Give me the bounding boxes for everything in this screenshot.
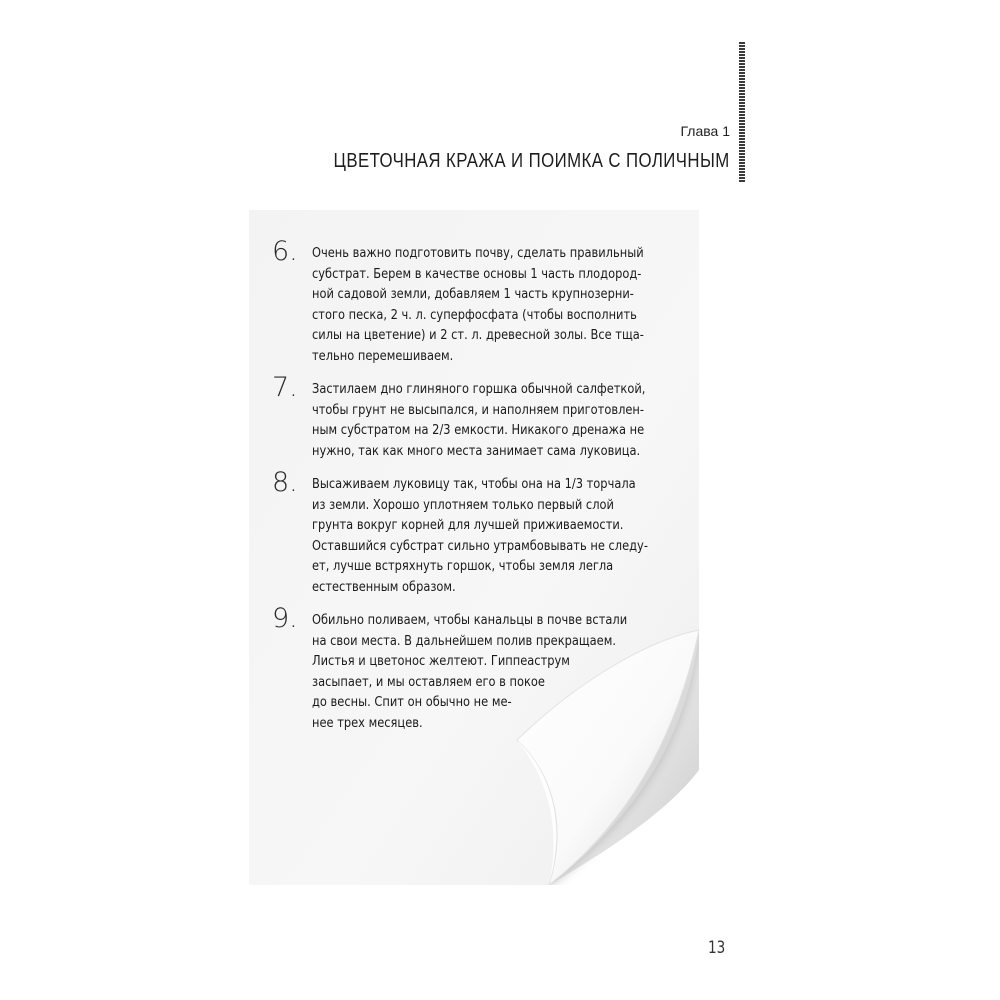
item-line: Листья и цветонос желтеют. Гиппеаструм (312, 654, 570, 669)
item-line: Очень важно подготовить почву, сделать правильный (312, 246, 644, 261)
item-line: чтобы грунт не высыпался, и наполняем приготовлен- (312, 402, 645, 418)
item-line: ет, лучше встряхнуть горшок, чтобы земля легла (312, 559, 614, 574)
item-line: Застилаем дно глиняного горшка обычной салфеткой, (312, 382, 646, 397)
item-line: ным субстратом на 2/3 емкости. Никакого дренажа не (312, 423, 645, 438)
item-line: естественным образом. (312, 579, 456, 595)
item-line: Оставшийся субстрат сильно утрамбовывать не следу- (312, 538, 648, 554)
list-item (272, 372, 692, 462)
item-line: Высаживаем луковицу так, чтобы она на 1/3 торчала (312, 477, 636, 492)
item-line: на свои места. В дальнейшем полив прекращаем. (312, 633, 616, 649)
page-number: 13 (708, 938, 726, 958)
list-item (272, 467, 692, 598)
page-edge-stripe (739, 42, 745, 182)
item-line: грунта вокруг корней для лучшей приживаемости. (312, 518, 624, 533)
item-line: субстрат. Берем в качестве основы 1 часть плодород- (312, 266, 642, 282)
item-line: Обильно поливаем, чтобы канальцы в почве встали (312, 613, 628, 628)
chapter-title: ЦВЕТОЧНАЯ КРАЖА И ПОИМКА С ПОЛИЧНЫМ (333, 150, 730, 172)
item-line: стого песка, 2 ч. л. суперфосфата (чтобы восполнить (312, 307, 637, 323)
numbered-list (272, 236, 692, 747)
chapter-label: Глава 1 (680, 123, 730, 139)
item-line: до весны. Спит он обычно не ме- (312, 695, 512, 710)
list-item (272, 603, 692, 734)
item-number: 6. (272, 236, 298, 267)
list-item (272, 236, 692, 367)
item-line: из земли. Хорошо уплотняем только первый слой (312, 497, 614, 513)
item-number: 7. (272, 372, 298, 403)
item-line: нее трех месяцев. (312, 715, 423, 731)
item-line: засыпает, и мы оставляем его в покое (312, 674, 545, 690)
item-line: тельно перемешиваем. (312, 348, 454, 364)
item-line: нужно, так как много места занимает сама луковица. (312, 443, 641, 459)
item-line: силы на цветение) и 2 ст. л. древесной золы. Все тща- (312, 328, 644, 343)
item-number: 9. (272, 603, 298, 634)
item-line: ной садовой земли, добавляем 1 часть крупнозерни- (312, 287, 634, 302)
item-number: 8. (272, 467, 298, 498)
